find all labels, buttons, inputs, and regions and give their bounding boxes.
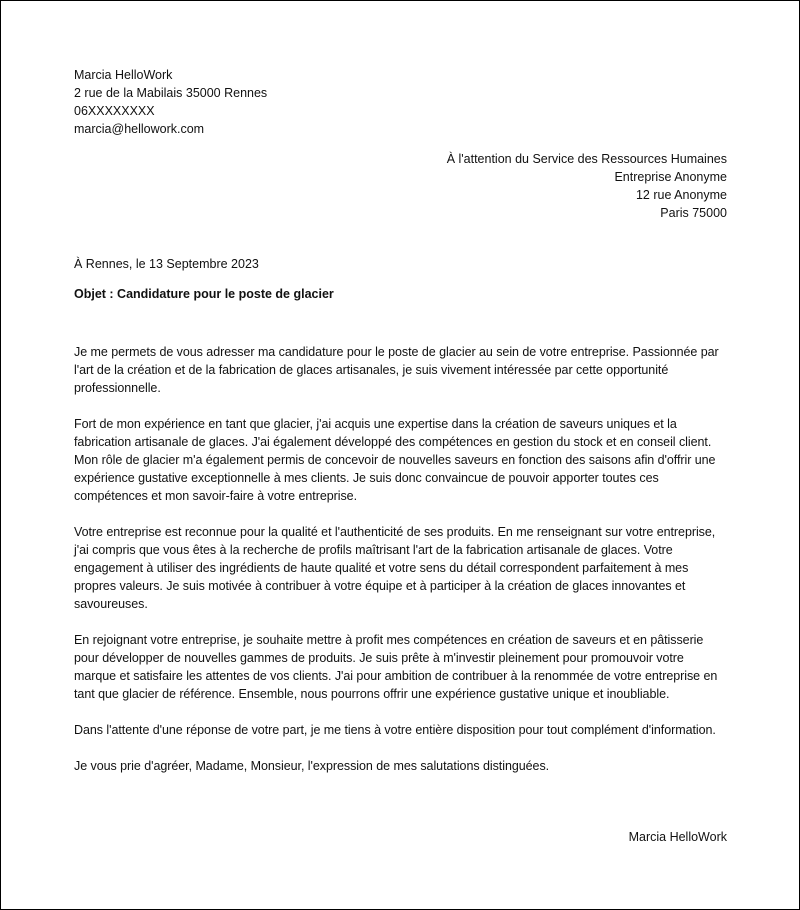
sender-block	[74, 66, 474, 138]
sender-address: 2 rue de la Mabilais 35000 Rennes	[74, 86, 268, 100]
recipient-city: Paris 75000	[660, 206, 727, 220]
letter-date: À Rennes, le 13 Septembre 2023	[74, 257, 259, 271]
sender-email: marcia@hellowork.com	[74, 122, 205, 136]
recipient-street: 12 rue Anonyme	[635, 188, 727, 202]
letter-subject: Objet : Candidature pour le poste de glacier	[74, 287, 334, 301]
body-paragraph: Dans l'attente d'une réponse de votre part, je me tiens à votre entière disposition pour tout complément d'information.	[74, 723, 716, 737]
sender-phone: 06XXXXXXXX	[74, 104, 155, 118]
recipient-block	[227, 150, 727, 222]
body-paragraph: Fort de mon expérience en tant que glacier, j'ai acquis une expertise dans la création de saveurs uniques et la fabrication artisanale de glaces. J'ai également développé des compétences en gestion du stock et en conseil client. Mon rôle de glacier m'a également permis de concevoir de nouvelles saveurs en fonction des saisons afin d'offrir une expérience gustative exceptionnelle à mes clients. Je suis donc convaincue de pouvoir apporter toutes ces compétences et mon savoir-faire à votre entreprise.	[74, 417, 716, 503]
body-paragraph: En rejoignant votre entreprise, je souhaite mettre à profit mes compétences en création de saveurs et en pâtisserie pour développer de nouvelles gammes de produits. Je suis prête à m'investir pleinement pour promouvoir votre marque et satisfaire les attentes de vos clients. J'ai pour ambition de contribuer à la renommée de votre entreprise en tant que glacier de référence. Ensemble, nous pourrons offrir une expérience gustative unique et inoubliable.	[74, 633, 718, 701]
signature: Marcia HelloWork	[628, 830, 727, 844]
body-paragraph: Je me permets de vous adresser ma candidature pour le poste de glacier au sein de votre entreprise. Passionnée par l'art de la création et de la fabrication de glaces artisanales, je suis vivement intéressée par cette opportunité professionnelle.	[74, 345, 719, 395]
letter-body	[74, 343, 729, 793]
body-paragraph: Votre entreprise est reconnue pour la qualité et l'authenticité de ses produits. En me renseignant sur votre entreprise, j'ai compris que vous êtes à la recherche de profils maîtrisant l'art de la fabrication artisanale de glaces. Votre engagement à utiliser des ingrédients de haute qualité et votre sens du détail correspondent parfaitement à mes propres valeurs. Je suis motivée à contribuer à votre équipe et à participer à la création de glaces innovantes et savoureuses.	[74, 525, 716, 611]
closing-paragraph: Je vous prie d'agréer, Madame, Monsieur, l'expression de mes salutations distinguées.	[74, 759, 550, 773]
recipient-company: Entreprise Anonyme	[614, 170, 727, 184]
sender-name: Marcia HelloWork	[74, 68, 173, 82]
recipient-attention: À l'attention du Service des Ressources Humaines	[446, 152, 727, 166]
